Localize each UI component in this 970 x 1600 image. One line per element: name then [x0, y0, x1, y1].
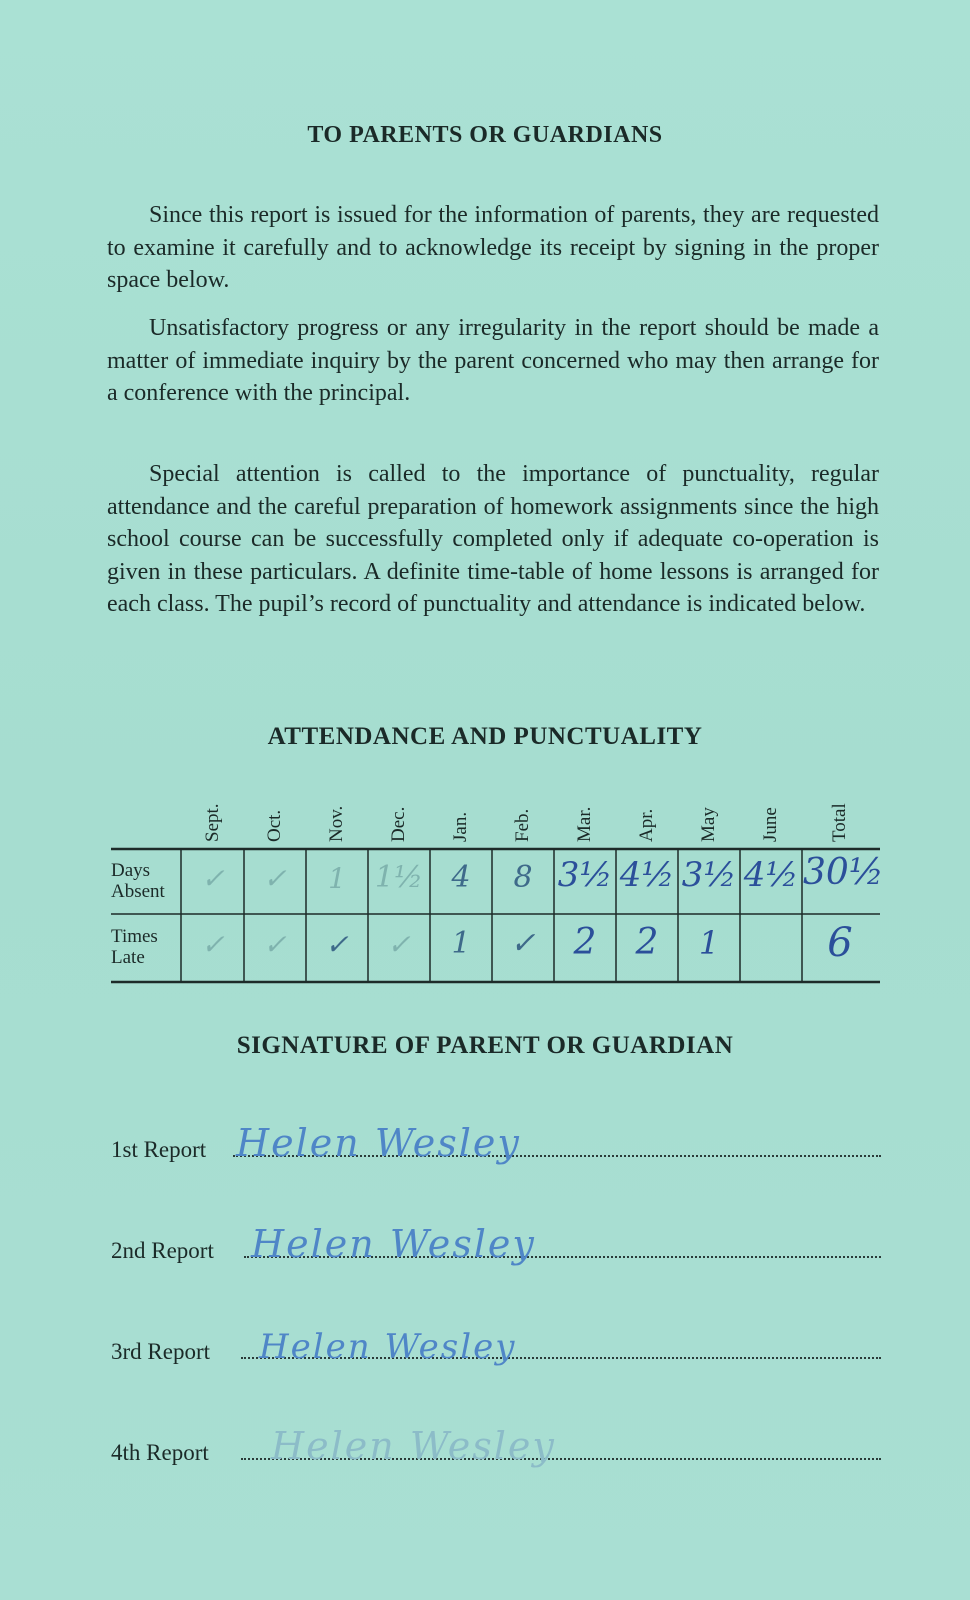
times-late-may: 1	[698, 924, 720, 962]
notice-title: TO PARENTS OR GUARDIANS	[307, 122, 663, 148]
days-absent-june: 4½	[743, 855, 799, 895]
month-header-apr: Apr.	[636, 808, 657, 842]
times-late-dec: ✓	[387, 928, 411, 961]
times-late-jan: 1	[451, 926, 471, 961]
month-header-feb: Feb.	[512, 808, 533, 842]
days-absent-feb: 8	[513, 860, 533, 895]
month-header-dec: Dec.	[388, 806, 409, 842]
signature-2nd: Helen Wesley	[251, 1222, 536, 1266]
month-header-may: May	[698, 807, 719, 842]
days-absent-oct: ✓	[263, 862, 287, 895]
times-late-total: 6	[827, 920, 853, 966]
signature-label-4th: 4th Report	[111, 1440, 209, 1465]
signature-3rd: Helen Wesley	[259, 1327, 517, 1367]
days-absent-sept: ✓	[201, 862, 225, 895]
paragraph-punctuality: Special attention is called to the importance of punctuality, regular attendance and the careful preparation of homework assignments since the high school course can be successfully completed only if adequate co-operation is given in these particulars. A definite time-table of home lessons is arranged for each class. The pupil’s record of punctuality and attendance is indicated below.	[107, 461, 879, 617]
days-absent-may: 3½	[681, 855, 737, 895]
days-absent-jan: 4	[451, 860, 471, 895]
days-absent-dec: 1½	[374, 860, 424, 895]
attendance-title: ATTENDANCE AND PUNCTUALITY	[267, 723, 703, 750]
month-header-mar: Mar.	[574, 806, 595, 842]
month-header-jan: Jan.	[450, 811, 471, 842]
row-label-days-absent: Days Absent	[111, 860, 165, 902]
month-header-oct: Oct.	[264, 809, 285, 842]
times-late-apr: 2	[635, 922, 659, 963]
month-header-sept: Sept.	[202, 803, 223, 842]
signature-row-4th-report	[111, 1426, 881, 1466]
times-late-sept: ✓	[201, 928, 225, 961]
paragraph-report-info: Since this report is issued for the information of parents, they are requested to examine it carefully and to acknowledge its receipt by signing in the proper space below.	[107, 202, 879, 293]
times-late-mar: 2	[573, 922, 597, 963]
times-late-nov: ✓	[325, 928, 349, 961]
signature-title: SIGNATURE OF PARENT OR GUARDIAN	[236, 1032, 734, 1059]
signature-label-2nd: 2nd Report	[111, 1238, 214, 1263]
row-label-times-late: Times Late	[111, 926, 158, 968]
paragraph-unsatisfactory-progress: Unsatisfactory progress or any irregularity in the report should be made a matter of immediate inquiry by the parent concerned who may then arrange for a conference with the principal.	[107, 315, 879, 406]
signature-1st: Helen Wesley	[236, 1121, 521, 1165]
signature-row-1st-report	[111, 1123, 881, 1163]
days-absent-mar: 3½	[557, 855, 613, 895]
signature-label-3rd: 3rd Report	[111, 1339, 211, 1364]
signature-row-3rd-report	[111, 1325, 881, 1365]
month-header-total: Total	[829, 803, 850, 842]
days-absent-apr: 4½	[619, 855, 675, 895]
times-late-oct: ✓	[263, 928, 287, 961]
signature-4th: Helen Wesley	[271, 1424, 556, 1468]
month-header-nov: Nov.	[326, 805, 347, 842]
signature-label-1st: 1st Report	[111, 1137, 207, 1162]
month-header-june: June	[760, 807, 781, 842]
times-late-feb: ✓	[510, 926, 536, 961]
days-absent-nov: 1	[328, 862, 346, 895]
signature-row-2nd-report	[111, 1224, 881, 1264]
days-absent-total: 30½	[803, 852, 884, 893]
